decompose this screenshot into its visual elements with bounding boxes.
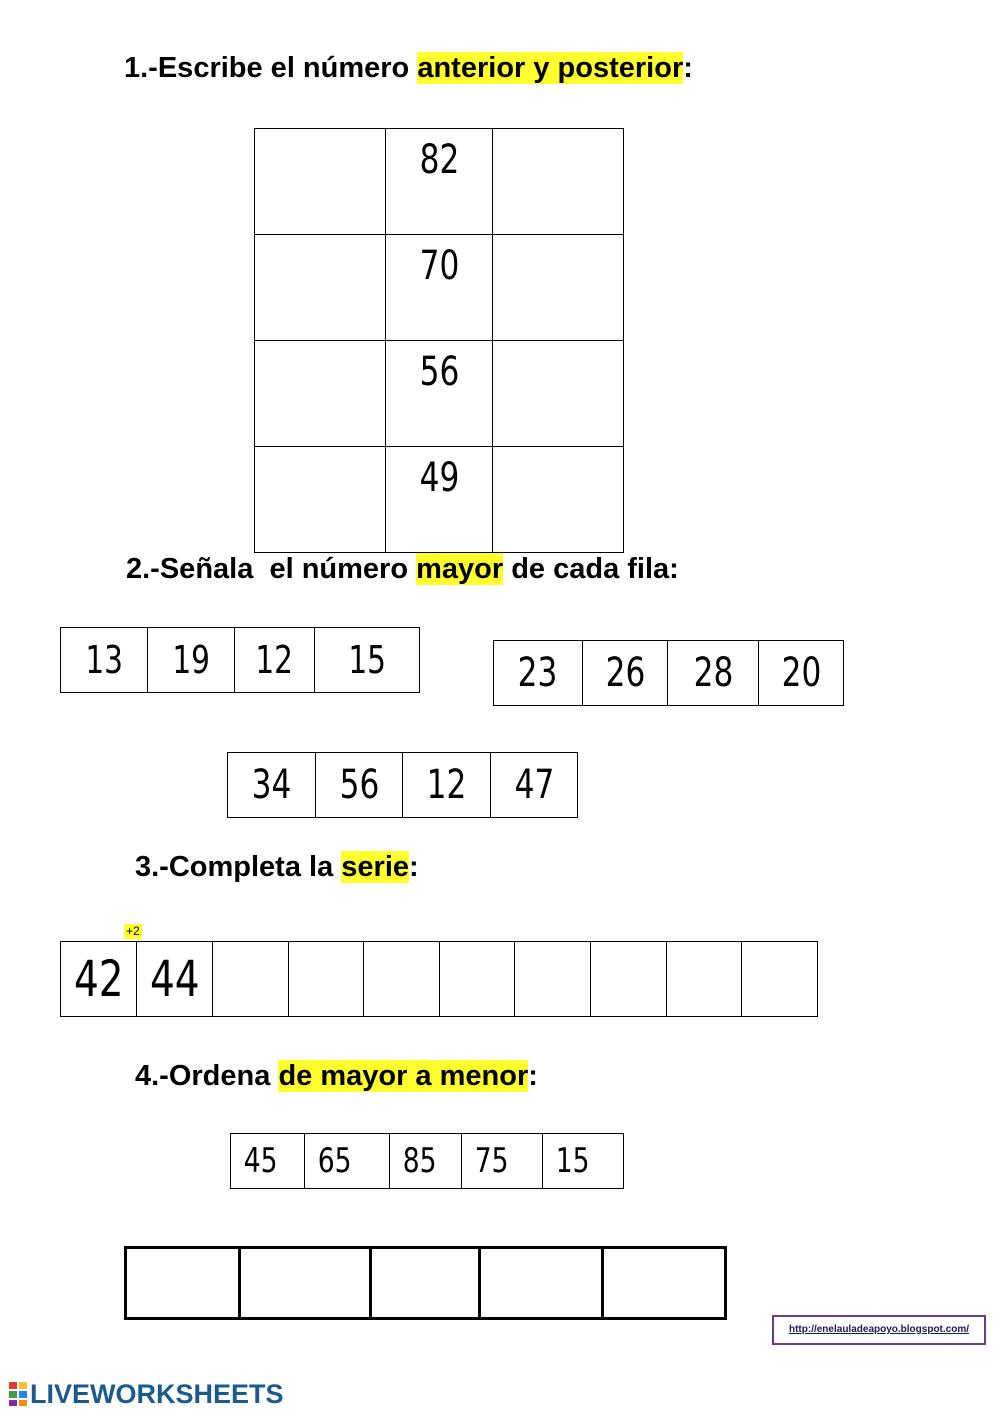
- series-input-cell[interactable]: [666, 942, 742, 1017]
- section-3-text: Completa la: [168, 851, 342, 883]
- series-cell-given: 42: [61, 942, 137, 1017]
- series-input-cell[interactable]: [439, 942, 515, 1017]
- number-row-3: [227, 752, 578, 818]
- series-table: [60, 941, 818, 1017]
- series-input-cell[interactable]: [591, 942, 667, 1017]
- order-number-cell: 15: [543, 1134, 624, 1189]
- section-1-text: Escribe el número: [157, 52, 418, 84]
- before-after-table: [254, 128, 624, 553]
- numbers-to-order-table: [230, 1133, 624, 1189]
- number-choice-cell[interactable]: 19: [148, 628, 235, 693]
- series-cell-given: 44: [136, 942, 212, 1017]
- section-2-highlight: mayor: [416, 553, 504, 585]
- section-4-colon: :: [528, 1060, 538, 1092]
- before-input-cell[interactable]: [255, 341, 386, 447]
- section-3-highlight: serie: [341, 851, 410, 883]
- table-row: [255, 129, 624, 235]
- section-1-highlight: anterior y posterior: [417, 52, 684, 84]
- number-row-2: [493, 640, 844, 706]
- number-choice-cell[interactable]: 47: [491, 753, 578, 818]
- before-input-cell[interactable]: [255, 447, 386, 553]
- section-2-heading: [126, 549, 679, 589]
- section-1-colon: :: [683, 52, 693, 84]
- section-4-number: 4.-: [135, 1060, 169, 1092]
- series-input-cell[interactable]: [212, 942, 288, 1017]
- section-3-colon: :: [409, 851, 419, 883]
- order-number-cell: 85: [389, 1134, 461, 1189]
- table-row: [255, 447, 624, 553]
- answer-input-cell[interactable]: [126, 1248, 240, 1319]
- section-2-text: Señala el número: [159, 553, 417, 585]
- series-input-cell[interactable]: [364, 942, 440, 1017]
- after-input-cell[interactable]: [492, 341, 623, 447]
- logo-grid-icon: [8, 1381, 28, 1407]
- given-number-cell: 56: [386, 341, 492, 447]
- number-choice-cell[interactable]: 26: [582, 641, 668, 706]
- section-4-heading: [135, 1056, 538, 1096]
- liveworksheets-logo: [8, 1378, 284, 1410]
- before-input-cell[interactable]: [255, 235, 386, 341]
- given-number-cell: 82: [386, 129, 492, 235]
- section-3-heading: [135, 847, 419, 887]
- section-3-number: 3.-: [135, 851, 169, 883]
- answer-input-cell[interactable]: [480, 1248, 603, 1319]
- number-row-1: [60, 627, 420, 693]
- answer-input-cell[interactable]: [603, 1248, 726, 1319]
- section-1-heading: [124, 48, 693, 88]
- series-input-cell[interactable]: [288, 942, 364, 1017]
- brand-text: LIVEWORKSHEETS: [30, 1378, 284, 1409]
- series-input-cell[interactable]: [742, 942, 818, 1017]
- order-number-cell: 65: [305, 1134, 390, 1189]
- number-choice-cell[interactable]: 15: [315, 628, 420, 693]
- number-choice-cell[interactable]: 13: [61, 628, 148, 693]
- section-1-number: 1.-: [124, 52, 158, 84]
- section-4-highlight: de mayor a menor: [278, 1060, 529, 1092]
- source-link[interactable]: http://enelauladeapoyo.blogspot.com/: [772, 1315, 986, 1345]
- step-hint-badge: +2: [126, 924, 140, 938]
- after-input-cell[interactable]: [492, 129, 623, 235]
- number-choice-cell[interactable]: 23: [494, 641, 583, 706]
- number-choice-cell[interactable]: 12: [235, 628, 315, 693]
- table-row: [255, 235, 624, 341]
- ordered-answer-table: [124, 1246, 727, 1320]
- section-4-text: Ordena: [168, 1060, 279, 1092]
- section-2-number: 2.-: [126, 553, 160, 585]
- answer-input-cell[interactable]: [240, 1248, 371, 1319]
- number-choice-cell[interactable]: 28: [668, 641, 759, 706]
- given-number-cell: 70: [386, 235, 492, 341]
- order-number-cell: 75: [462, 1134, 543, 1189]
- number-choice-cell[interactable]: 12: [403, 753, 491, 818]
- series-input-cell[interactable]: [515, 942, 591, 1017]
- number-choice-cell[interactable]: 34: [228, 753, 316, 818]
- section-2-tail: de cada fila:: [503, 553, 679, 585]
- table-row: [255, 341, 624, 447]
- before-input-cell[interactable]: [255, 129, 386, 235]
- number-choice-cell[interactable]: 56: [315, 753, 403, 818]
- order-number-cell: 45: [231, 1134, 305, 1189]
- after-input-cell[interactable]: [492, 235, 623, 341]
- after-input-cell[interactable]: [492, 447, 623, 553]
- number-choice-cell[interactable]: 20: [759, 641, 844, 706]
- given-number-cell: 49: [386, 447, 492, 553]
- answer-input-cell[interactable]: [371, 1248, 480, 1319]
